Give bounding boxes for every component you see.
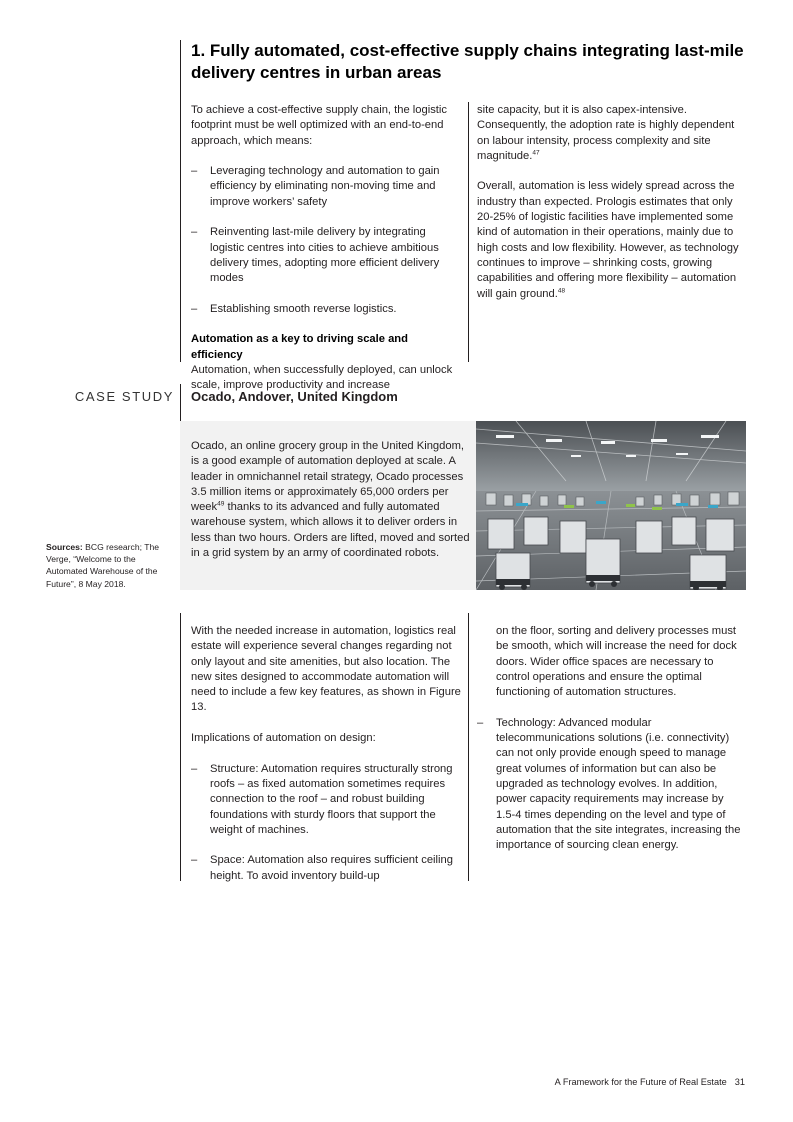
footnote-ref: 47 (532, 149, 540, 157)
page-number: 31 (734, 1077, 745, 1087)
list-item: – Structure: Automation requires structurally strong roofs – as fixed automation sometimes requires connection to the roof – and robust building foundations with sturdy floors that support the weight of machines. (191, 762, 453, 836)
implications-bullets (191, 762, 461, 884)
case-study-text: Ocado, an online grocery group in the United Kingdom, is a good example of automation deployed at scale. A leader in omnichannel retail strategy, Ocado processes 3.5 million items or approximately 65,000 orders per week$^{49}$ thanks to its advanced and fully automated warehouse system, which allows it to deliver orders in less than two hours. Orders are lifted, moved and sorted in a grid system by an army of coordinated robots. (191, 440, 470, 560)
footnote-ref: 48 (557, 286, 566, 294)
capex-paragraph: site capacity, but it is also capex-intensive. Consequently, the adoption rate is highly dependent on labour intensity, process complexity and site magnitude.$^{47}$ (477, 104, 735, 162)
left-rule-top (180, 40, 181, 362)
middle-rule-top (468, 102, 469, 362)
case-study-label: CASE STUDY (74, 389, 174, 404)
list-item: – Technology: Advanced modular telecommunications solutions (i.e. connectivity) can not only provide enough speed to manage great volumes of information but can also be upgraded as technology evolves. In addition, power capacity requirements may increase by 1.5-4 times depending on the level and type of automation that the site integrates, increasing the importance of sourcing clean energy. (477, 716, 741, 852)
middle-rule-lower (468, 613, 469, 881)
intro-paragraph: To achieve a cost-effective supply chain, the logistic footprint must be well optimized with an end-to-end approach, which means: (191, 104, 447, 147)
intro-bullets (191, 164, 461, 317)
intro-column (191, 103, 461, 394)
left-rule-lower (180, 613, 181, 881)
list-item: – Establishing smooth reverse logistics. (191, 302, 397, 315)
list-item: – Reinventing last-mile delivery by integrating logistic centres into cities to achieve ambitious delivery times, adopting more efficient delivery modes (191, 226, 440, 285)
list-item: – Space: Automation also requires sufficient ceiling height. To avoid inventory build-up (191, 854, 453, 882)
lower-left-column (191, 624, 461, 899)
warehouse-robots-image (476, 421, 746, 590)
space-continuation: on the floor, sorting and delivery processes must be smooth, which will increase the need for dock doors. Wider office spaces are necessary to control operations and ensure the optimal functioning of automation structures. (496, 625, 737, 699)
right-top-column (477, 103, 745, 317)
automation-subhead: Automation as a key to driving scale and efficiency (191, 333, 408, 361)
case-study-sources: Sources: BCG research; The Verge, “Welcome to the Automated Warehouse of the Future”, 8 May 2018. (46, 542, 160, 589)
automation-changes-paragraph: With the needed increase in automation, logistics real estate will experience several changes regarding not only layout and site amenities, but also location. The new sites designed to accommodate automation will need to include a few key features, as shown in Figure 13. (191, 625, 461, 714)
technology-bullets (477, 716, 745, 854)
footer-title: A Framework for the Future of Real Estate (554, 1077, 727, 1087)
case-study-title: Ocado, Andover, United Kingdom (191, 389, 398, 404)
implications-heading: Implications of automation on design: (191, 732, 376, 745)
adoption-paragraph: Overall, automation is less widely spread across the industry than expected. Prologis estimates that only 20-25% of logistic facilities have implemented some kind of automation in their operations, mainly due to high costs and low flexibility. However, as technology continues to improve – shrinking costs, growing capabilities and offering more flexibility – automation will gain ground.$^{48}$ (477, 180, 739, 300)
page-footer (400, 1076, 745, 1088)
automation-paragraph: Automation, when successfully deployed, can unlock scale, improve productivity and increase (191, 364, 453, 392)
list-item: – Leveraging technology and automation to gain efficiency by eliminating non-moving time and improve workers’ safety (191, 165, 440, 208)
lower-right-column (477, 624, 745, 869)
section-title: 1. Fully automated, cost-effective supply chains integrating last-mile delivery centres in urban areas (191, 41, 744, 82)
footnote-ref: 49 (217, 500, 225, 508)
